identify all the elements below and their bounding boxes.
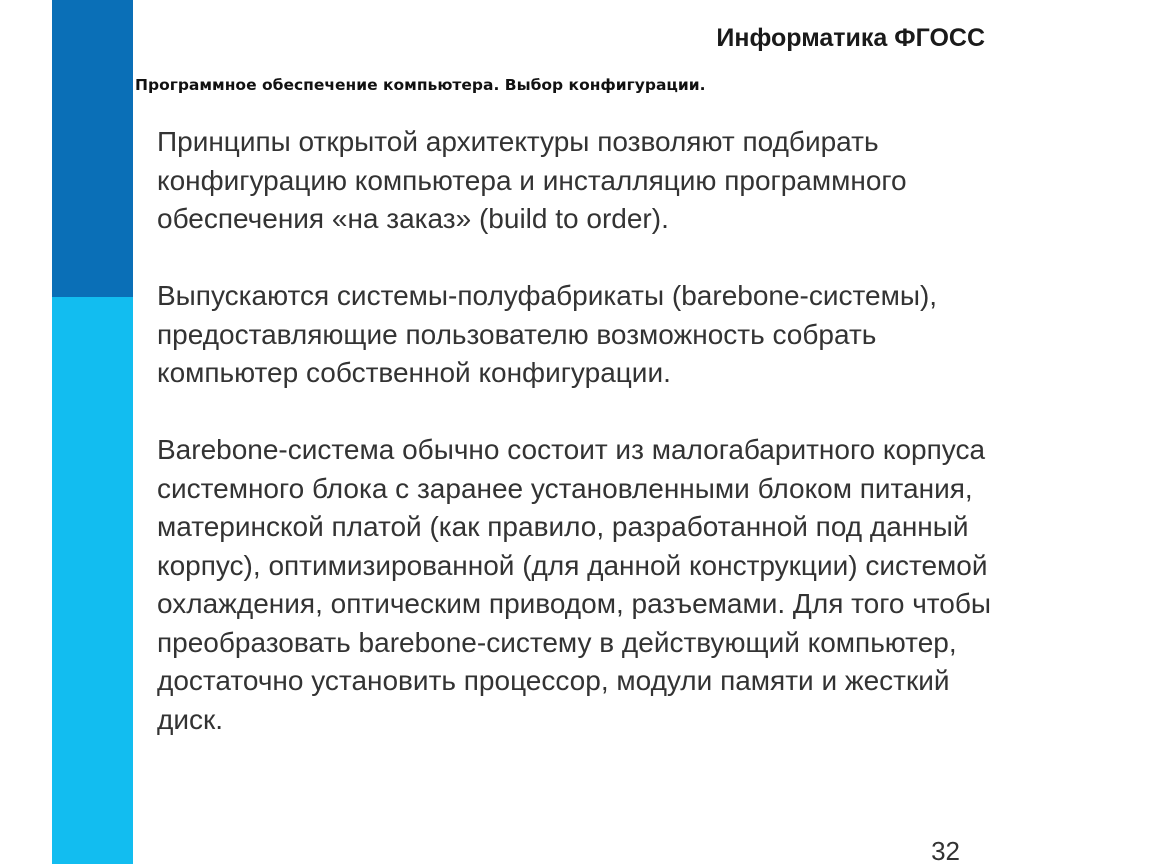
paragraph-open-architecture: Принципы открытой архитектуры позволяют подбирать конфигурацию компьютера и инсталляцию программного обеспечения «на заказ» (build to order). — [157, 126, 907, 234]
page-number: 32 — [931, 836, 960, 866]
course-title: Информатика ФГОСС — [716, 24, 985, 52]
sidebar-accent-light — [52, 297, 133, 864]
slide-body — [157, 123, 1117, 739]
slide-title: Программное обеспечение компьютера. Выбор конфигурации. — [135, 76, 706, 94]
paragraph-barebone-composition: Barebone-система обычно состоит из малогабаритного корпуса системного блока с заранее установленными блоком питания, материнской платой (как правило, разработанной под данный корпус), оптимизированной (для данной конструкции) системой охлаждения, оптическим приводом, разъемами. Для того чтобы преобразовать barebone-систему в действующий компьютер, достаточно установить процессор, модули памяти и жесткий диск. — [157, 434, 992, 735]
paragraph-barebone-systems: Выпускаются системы-полуфабрикаты (barebone-системы), предоставляющие пользователю возможность собрать компьютер собственной конфигурации. — [157, 280, 938, 388]
sidebar-accent-dark — [52, 0, 133, 297]
